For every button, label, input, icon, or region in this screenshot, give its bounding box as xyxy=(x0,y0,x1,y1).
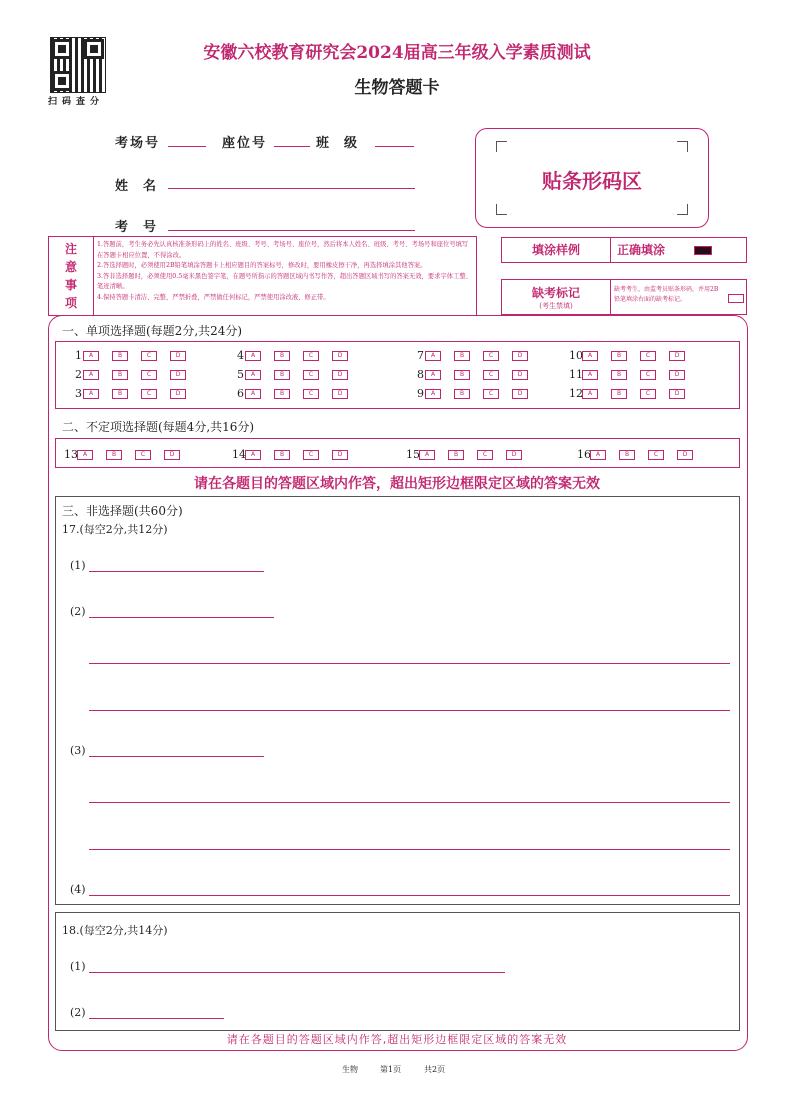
option-bubble[interactable]: C xyxy=(303,389,319,399)
absent-label: 缺考标记 xyxy=(531,286,580,300)
option-bubble[interactable]: B xyxy=(274,450,290,460)
fill-sample-label: 填涂样例 xyxy=(502,238,611,262)
option-bubble[interactable]: B xyxy=(274,351,290,361)
notice-heading: 注 意 事 项 xyxy=(49,237,94,315)
seat-field[interactable] xyxy=(274,146,310,147)
q17-title: 17.(每空2分,共12分) xyxy=(62,523,168,536)
choice-question xyxy=(64,448,193,461)
option-bubble[interactable]: C xyxy=(135,450,151,460)
q17-answer-line[interactable] xyxy=(89,663,730,664)
correct-fill-label: 正确填涂 xyxy=(617,243,666,257)
question-number: 14 xyxy=(232,448,246,461)
choice-question xyxy=(577,448,706,461)
q18-part1-line[interactable] xyxy=(89,972,505,973)
option-bubble[interactable]: D xyxy=(669,351,685,361)
q17-part3-label: (3) xyxy=(70,744,86,757)
barcode-area[interactable] xyxy=(475,128,709,228)
name-field[interactable] xyxy=(168,188,415,189)
q17-answer-line[interactable] xyxy=(89,802,730,803)
option-bubble[interactable]: D xyxy=(332,370,348,380)
option-bubble[interactable]: C xyxy=(483,370,499,380)
class-label: 班 级 xyxy=(316,136,360,151)
answer-warning: 请在各题目的答题区域内作答，超出矩形边框限定区域的答案无效 xyxy=(194,476,600,492)
option-bubble[interactable]: B xyxy=(611,351,627,361)
section3-title: 三、非选择题(共60分) xyxy=(62,504,183,518)
option-bubble[interactable]: C xyxy=(303,351,319,361)
fill-sample xyxy=(501,237,747,263)
question-number: 8 xyxy=(417,368,424,381)
option-bubble[interactable]: C xyxy=(640,389,656,399)
choice-question xyxy=(70,387,199,400)
option-bubble[interactable]: D xyxy=(512,389,528,399)
q18-title: 18.(每空2分,共14分) xyxy=(62,924,168,937)
footer-total: 共2页 xyxy=(424,1065,446,1074)
question-number: 4 xyxy=(237,349,244,362)
q17-part3-line[interactable] xyxy=(89,756,264,757)
footer-page: 第1页 xyxy=(380,1065,402,1074)
exam-no-field[interactable] xyxy=(168,230,415,231)
option-bubble[interactable]: D xyxy=(512,370,528,380)
option-bubble[interactable]: C xyxy=(483,389,499,399)
option-bubble[interactable]: D xyxy=(677,450,693,460)
q18-part2-line[interactable] xyxy=(89,1018,224,1019)
absent-sub: (考生禁填) xyxy=(539,302,573,310)
option-bubble[interactable]: C xyxy=(141,389,157,399)
option-bubble[interactable]: D xyxy=(669,389,685,399)
option-bubble[interactable]: A xyxy=(83,370,99,380)
barcode-label: 贴条形码区 xyxy=(542,169,642,193)
question-number: 15 xyxy=(406,448,420,461)
option-bubble[interactable]: A xyxy=(245,450,261,460)
question-number: 12 xyxy=(569,387,583,400)
card-title: 生物答题卡 xyxy=(354,78,440,98)
q17-part2-line[interactable] xyxy=(89,617,274,618)
option-bubble[interactable]: A xyxy=(245,370,261,380)
option-bubble[interactable]: A xyxy=(83,389,99,399)
option-bubble[interactable]: C xyxy=(640,351,656,361)
exam-room-label: 考场号 xyxy=(115,136,161,151)
section2-title: 二、不定项选择题(每题4分,共16分) xyxy=(62,420,255,434)
question-number: 10 xyxy=(569,349,583,362)
option-bubble[interactable]: D xyxy=(170,370,186,380)
option-bubble[interactable]: D xyxy=(512,351,528,361)
option-bubble[interactable]: A xyxy=(77,450,93,460)
q17-answer-line[interactable] xyxy=(89,849,730,850)
choice-question xyxy=(232,349,361,362)
option-bubble[interactable]: B xyxy=(611,370,627,380)
option-bubble[interactable]: D xyxy=(332,389,348,399)
option-bubble[interactable]: A xyxy=(590,450,606,460)
option-bubble[interactable]: C xyxy=(640,370,656,380)
exam-no-label: 考 号 xyxy=(115,220,159,235)
option-bubble[interactable]: A xyxy=(83,351,99,361)
question-number: 16 xyxy=(577,448,591,461)
option-bubble[interactable]: C xyxy=(141,351,157,361)
seat-label: 座位号 xyxy=(222,136,268,151)
bottom-warning: 请在各题目的答题区域内作答,超出矩形边框限定区域的答案无效 xyxy=(226,1033,568,1046)
choice-question xyxy=(412,368,541,381)
option-bubble[interactable]: B xyxy=(611,389,627,399)
option-bubble[interactable]: C xyxy=(477,450,493,460)
question-number: 1 xyxy=(75,349,82,362)
question-number: 13 xyxy=(64,448,78,461)
choice-question xyxy=(412,349,541,362)
filled-mark-sample xyxy=(694,246,712,255)
q17-part4-line[interactable] xyxy=(89,895,730,896)
option-bubble[interactable]: C xyxy=(141,370,157,380)
question-number: 2 xyxy=(75,368,82,381)
option-bubble[interactable]: B xyxy=(112,370,128,380)
question-number: 3 xyxy=(75,387,82,400)
notice-text: 1.答题前，考生务必先认真核准条形码上的姓名、班级、考号、考场号、座位号，然后将本人姓名、班级、考号、考场号和座位号填写在答题卡相应位置，不得涂改。 2.答选择题时，必须使用2B铅笔填涂答题卡上相应题目的答案标号，修改时，要用橡皮擦干净，再选择填涂其他答案。 3.答非选择题时，必须使用0.5毫米黑色签字笔，在题号所指示的答题区域内书写作答，超出答题区域书写的答案无效，要求字体工整、笔迹清晰。 4.保持答题卡清洁、完整，严禁折叠，严禁做任何标记，严禁使用涂改液、修正带。 xyxy=(97,241,472,301)
exam-room-field[interactable] xyxy=(168,146,206,147)
choice-question xyxy=(569,349,698,362)
option-bubble[interactable]: A xyxy=(425,351,441,361)
option-bubble[interactable]: D xyxy=(170,351,186,361)
question-number: 9 xyxy=(417,387,424,400)
option-bubble[interactable]: D xyxy=(332,351,348,361)
option-bubble[interactable]: A xyxy=(582,370,598,380)
choice-question xyxy=(70,368,199,381)
question-number: 6 xyxy=(237,387,244,400)
option-bubble[interactable]: B xyxy=(619,450,635,460)
choice-question xyxy=(232,448,361,461)
choice-question xyxy=(232,387,361,400)
question-number: 7 xyxy=(417,349,424,362)
option-bubble[interactable]: B xyxy=(454,370,470,380)
absent-checkbox[interactable] xyxy=(728,294,744,303)
notice-box xyxy=(48,236,477,316)
choice-question xyxy=(569,368,698,381)
absent-mark-box xyxy=(501,279,747,315)
option-bubble[interactable]: C xyxy=(483,351,499,361)
option-bubble[interactable]: B xyxy=(106,450,122,460)
q18-part1-label: (1) xyxy=(70,960,86,973)
choice-question xyxy=(569,387,698,400)
option-bubble[interactable]: A xyxy=(419,450,435,460)
option-bubble[interactable]: C xyxy=(303,370,319,380)
scan-caption: 扫码查分 xyxy=(48,97,105,107)
option-bubble[interactable]: B xyxy=(274,370,290,380)
option-bubble[interactable]: B xyxy=(448,450,464,460)
option-bubble[interactable]: D xyxy=(332,450,348,460)
option-bubble[interactable]: A xyxy=(425,370,441,380)
option-bubble[interactable]: C xyxy=(303,450,319,460)
q17-answer-area[interactable] xyxy=(55,496,740,905)
option-bubble[interactable]: D xyxy=(164,450,180,460)
option-bubble[interactable]: D xyxy=(506,450,522,460)
q18-part2-label: (2) xyxy=(70,1006,86,1019)
q17-part1-label: (1) xyxy=(70,559,86,572)
option-bubble[interactable]: D xyxy=(669,370,685,380)
q17-part4-label: (4) xyxy=(70,883,86,896)
option-bubble[interactable]: B xyxy=(112,389,128,399)
choice-question xyxy=(406,448,535,461)
option-bubble[interactable]: A xyxy=(245,389,261,399)
name-label: 姓 名 xyxy=(115,179,159,194)
absent-desc: 缺考考生，由监考员贴条形码，并用2B铅笔填涂右面的缺考标记。 xyxy=(614,286,719,303)
choice-question xyxy=(70,349,199,362)
question-number: 11 xyxy=(569,368,583,381)
section1-title: 一、单项选择题(每题2分,共24分) xyxy=(62,324,243,338)
option-bubble[interactable]: A xyxy=(425,389,441,399)
exam-title: 安徽六校教育研究会2024届高三年级入学素质测试 xyxy=(203,43,591,63)
class-field[interactable] xyxy=(375,146,414,147)
choice-question xyxy=(412,387,541,400)
option-bubble[interactable]: A xyxy=(582,389,598,399)
option-bubble[interactable]: C xyxy=(648,450,664,460)
option-bubble[interactable]: A xyxy=(582,351,598,361)
q17-part1-line[interactable] xyxy=(89,571,264,572)
q17-part2-label: (2) xyxy=(70,605,86,618)
option-bubble[interactable]: B xyxy=(454,351,470,361)
option-bubble[interactable]: B xyxy=(274,389,290,399)
option-bubble[interactable]: B xyxy=(112,351,128,361)
option-bubble[interactable]: A xyxy=(245,351,261,361)
footer-subject: 生物 xyxy=(342,1065,358,1074)
question-number: 5 xyxy=(237,368,244,381)
option-bubble[interactable]: B xyxy=(454,389,470,399)
q17-answer-line[interactable] xyxy=(89,710,730,711)
choice-question xyxy=(232,368,361,381)
option-bubble[interactable]: D xyxy=(170,389,186,399)
